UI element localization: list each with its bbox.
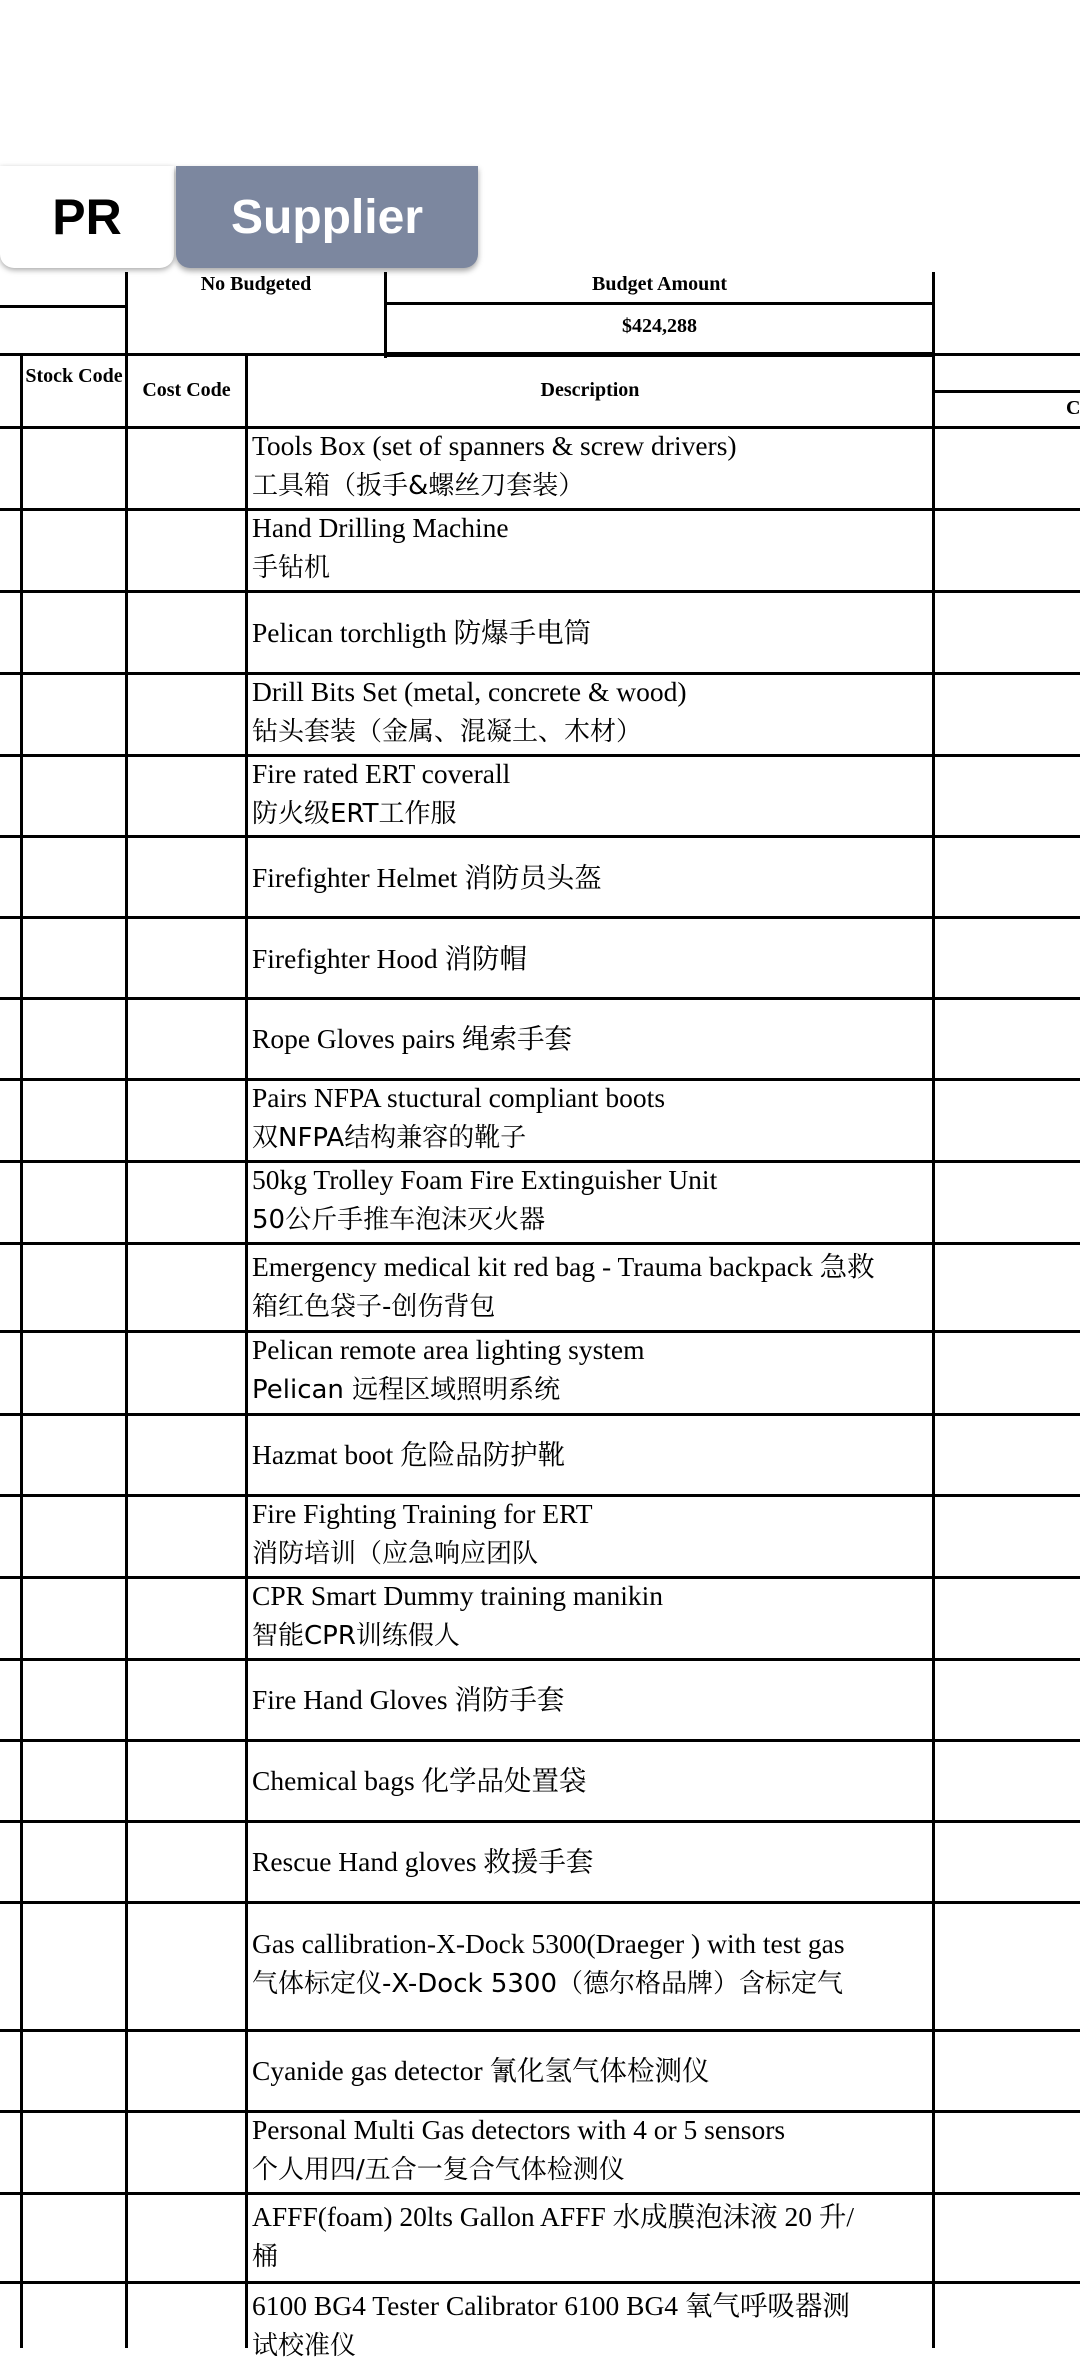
description-cell[interactable]: Gas callibration-X-Dock 5300(Draeger ) with test gas 气体标定仪-X-Dock 5300（德尔格品牌）含标定气 [252,1928,845,1999]
grid-line [384,302,935,305]
description-cell[interactable]: Fire rated ERT coverall 防火级ERT工作服 [252,758,511,829]
description-cell[interactable]: Tools Box (set of spanners & screw drivers) 工具箱（扳手&螺丝刀套装） [252,430,737,501]
description-cell[interactable]: Pelican torchligth 防爆手电筒 [252,617,592,648]
description-cell[interactable]: Rope Gloves pairs 绳索手套 [252,1023,573,1054]
grid-line [0,2029,1080,2032]
grid-line [932,390,1080,393]
description-cell[interactable]: 50kg Trolley Foam Fire Extinguisher Unit 50公斤手推车泡沫灭火器 [252,1164,718,1235]
grid-line [20,355,23,2348]
description-cell[interactable]: Cyanide gas detector 氰化氢气体检测仪 [252,2055,710,2086]
grid-line [932,272,935,2348]
description-cell[interactable]: Firefighter Helmet 消防员头盔 [252,862,602,893]
stock-code-header: Stock Code [25,365,123,387]
description-cell[interactable]: Fire Fighting Training for ERT 消防培训（应急响应团队 [252,1498,593,1569]
description-cell[interactable]: CPR Smart Dummy training manikin 智能CPR训练假人 [252,1580,663,1651]
description-cell[interactable]: Pelican remote area lighting system Pelican 远程区域照明系统 [252,1334,645,1405]
description-cell[interactable]: Hand Drilling Machine 手钻机 [252,512,509,583]
description-cell[interactable]: Rescue Hand gloves 救援手套 [252,1846,594,1877]
description-cell[interactable]: Personal Multi Gas detectors with 4 or 5 sensors 个人用四/五合一复合气体检测仪 [252,2114,786,2185]
grid-line [0,1242,1080,1245]
description-cell[interactable]: AFFF(foam) 20lts Gallon AFFF 水成膜泡沫液 20 升/ 桶 [252,2201,855,2272]
grid-line [0,2281,1080,2284]
grid-line [0,305,128,308]
description-header: Description [540,379,640,401]
grid-line [0,590,1080,593]
sheet-tabs [0,166,480,270]
partial-column-header: C [1066,397,1080,419]
description-cell[interactable]: Pairs NFPA stuctural compliant boots 双NFPA结构兼容的靴子 [252,1082,666,1153]
grid-line [0,1739,1080,1742]
tab-supplier[interactable]: Supplier [176,166,478,268]
grid-line [0,1413,1080,1416]
grid-line [0,353,1080,356]
cost-code-header: Cost Code [142,379,231,401]
grid-line [125,272,128,2348]
description-cell[interactable]: Hazmat boot 危险品防护靴 [252,1439,566,1470]
description-cell[interactable]: Chemical bags 化学品处置袋 [252,1765,587,1796]
grid-line [0,1901,1080,1904]
description-cell[interactable]: Fire Hand Gloves 消防手套 [252,1684,565,1715]
grid-line [0,835,1080,838]
grid-line [0,997,1080,1000]
budget-amount-label: Budget Amount [591,273,728,295]
description-cell[interactable]: Drill Bits Set (metal, concrete & wood) 钻头套装（金属、混凝土、木材） [252,676,687,747]
grid-line [0,2192,1080,2195]
description-cell[interactable]: 6100 BG4 Tester Calibrator 6100 BG4 氧气呼吸器测 试校准仪 [252,2290,850,2361]
grid-line [0,1658,1080,1661]
grid-line [245,355,248,2348]
description-cell[interactable]: Emergency medical kit red bag - Trauma backpack 急救 箱红色袋子-创伤背包 [252,1251,875,1322]
no-budgeted-label: No Budgeted [200,273,312,295]
tab-pr[interactable]: PR [0,166,174,268]
budget-amount-value: $424,288 [622,315,697,337]
description-cell[interactable]: Firefighter Hood 消防帽 [252,943,527,974]
grid-line [0,916,1080,919]
grid-line [0,1820,1080,1823]
